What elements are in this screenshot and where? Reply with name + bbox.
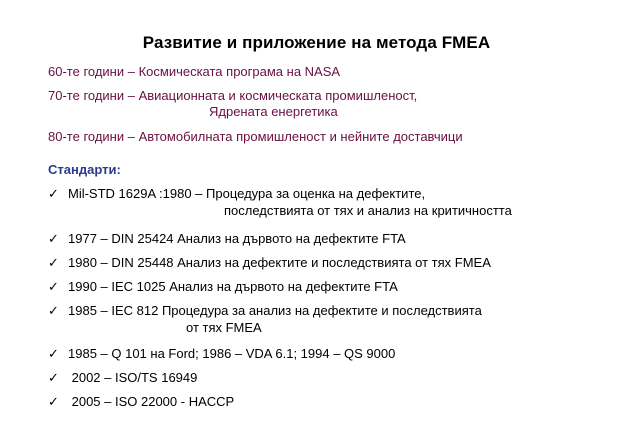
standard-text: 2005 – ISO 22000 - HACCP xyxy=(68,394,235,409)
standard-text: Mil-STD 1629A :1980 – Процедура за оценка на дефектите, xyxy=(68,186,426,201)
standard-item xyxy=(48,254,491,271)
period-item-80s xyxy=(48,129,463,145)
check-icon: ✓ xyxy=(48,255,59,270)
standard-text: 1990 – IEC 1025 Анализ на дървото на дефектите FTA xyxy=(68,279,398,294)
standard-text: 1980 – DIN 25448 Анализ на дефектите и последствията от тях FMEA xyxy=(68,255,491,270)
standard-item xyxy=(48,393,234,410)
period-item-60s xyxy=(48,64,340,80)
standard-text: 1985 – Q 101 на Ford; 1986 – VDA 6.1; 1994 – QS 9000 xyxy=(68,346,396,361)
check-icon: ✓ xyxy=(48,370,59,385)
check-icon: ✓ xyxy=(48,186,59,201)
standard-text-continuation: последствията от тях и анализ на критичността xyxy=(224,203,512,218)
standard-item xyxy=(48,185,512,219)
standard-text: 1985 – IEC 812 Процедура за анализ на дефектите и последствията xyxy=(68,303,482,318)
standard-text: 1977 – DIN 25424 Анализ на дървото на дефектите FTA xyxy=(68,231,406,246)
check-icon: ✓ xyxy=(48,394,59,409)
check-icon: ✓ xyxy=(48,231,59,246)
period-text: 80-те години – Автомобилната промишленост и нейните доставчици xyxy=(48,129,463,144)
period-item-70s xyxy=(48,88,417,120)
standard-text-continuation: от тях FMEA xyxy=(186,320,262,335)
slide-title: Развитие и приложение на метода FMEA xyxy=(142,33,491,52)
period-text: 60-те години – Космическата програма на NASA xyxy=(48,64,341,79)
standard-item xyxy=(48,345,395,362)
standard-text: 2002 – ISO/TS 16949 xyxy=(68,370,198,385)
standards-heading: Стандарти: xyxy=(48,162,121,177)
period-text-continuation: Ядрената енергетика xyxy=(209,104,338,119)
standard-item xyxy=(48,278,398,295)
period-text: 70-те години – Авиационната и космическата промишленост, xyxy=(48,88,418,103)
standard-item xyxy=(48,230,406,247)
check-icon: ✓ xyxy=(48,279,59,294)
standard-item xyxy=(48,369,197,386)
check-icon: ✓ xyxy=(48,303,59,318)
check-icon: ✓ xyxy=(48,346,59,361)
standard-item xyxy=(48,302,482,336)
